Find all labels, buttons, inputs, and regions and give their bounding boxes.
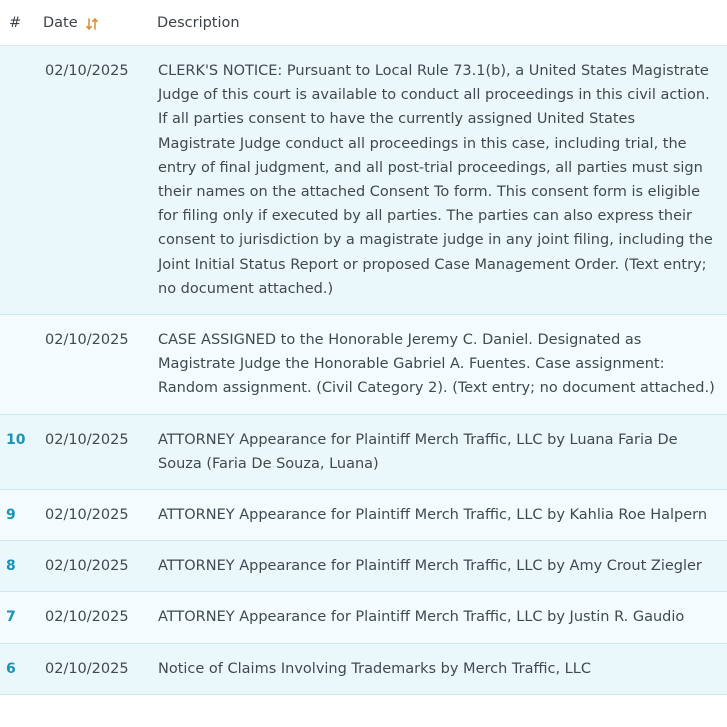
entry-number-link[interactable]: 10 xyxy=(6,431,26,448)
table-header xyxy=(0,0,727,46)
entry-description: ATTORNEY Appearance for Plaintiff Merch Traffic, LLC by Luana Faria De Souza (Faria De Souza, Luana) xyxy=(158,431,678,472)
entry-date: 02/10/2025 xyxy=(45,431,129,448)
header-description: Description xyxy=(157,14,240,31)
entry-description: ATTORNEY Appearance for Plaintiff Merch Traffic, LLC by Justin R. Gaudio xyxy=(158,609,685,626)
sort-arrows-icon[interactable] xyxy=(86,17,98,31)
entry-number-link[interactable] xyxy=(0,315,42,341)
table-row xyxy=(0,541,727,592)
entry-number-link[interactable]: 9 xyxy=(6,507,16,524)
table-row xyxy=(0,490,727,541)
entry-number-link[interactable] xyxy=(0,46,42,72)
header-date-sort[interactable] xyxy=(42,15,157,31)
entry-number-link[interactable]: 8 xyxy=(6,558,16,575)
entry-date: 02/10/2025 xyxy=(45,609,129,626)
entry-number-link[interactable]: 6 xyxy=(6,660,16,677)
entry-number-link[interactable]: 7 xyxy=(6,609,16,626)
header-date-label: Date xyxy=(43,14,78,31)
entry-description: ATTORNEY Appearance for Plaintiff Merch Traffic, LLC by Amy Crout Ziegler xyxy=(158,558,702,575)
entry-date: 02/10/2025 xyxy=(45,63,129,79)
entry-description: CLERK'S NOTICE: Pursuant to Local Rule 73.1(b), a United States Magistrate Judge of this court is available to conduct all proceedings in this civil action. If all parties consent to have the currently assigned United States Magistrate Judge conduct all proceedings in this case, including trial, the entry of final judgment, and all post-trial proceedings, all parties must sign their names on the attached Consent To form. This consent form is eligible for filing only if executed by all parties. The parties can also express their consent to jurisdiction by a magistrate judge in any joint filing, including the Joint Initial Status Report or proposed Case Management Order. (Text entry; no document attached.) xyxy=(158,63,713,297)
header-number: # xyxy=(9,14,22,31)
table-row xyxy=(0,46,727,315)
entry-date: 02/10/2025 xyxy=(45,558,129,575)
entry-date: 02/10/2025 xyxy=(45,332,129,349)
entry-date: 02/10/2025 xyxy=(45,660,129,677)
docket-rows xyxy=(0,46,727,695)
entry-description: ATTORNEY Appearance for Plaintiff Merch Traffic, LLC by Kahlia Roe Halpern xyxy=(158,507,708,524)
table-row xyxy=(0,415,727,490)
entry-description: Notice of Claims Involving Trademarks by Merch Traffic, LLC xyxy=(158,660,591,677)
table-row xyxy=(0,592,727,643)
entry-description: CASE ASSIGNED to the Honorable Jeremy C. Daniel. Designated as Magistrate Judge the Honorable Gabriel A. Fuentes. Case assignment: Random assignment. (Civil Category 2). (Text entry; no document attached.) xyxy=(158,332,715,397)
table-row xyxy=(0,644,727,695)
table-row xyxy=(0,315,727,415)
entry-date: 02/10/2025 xyxy=(45,507,129,524)
